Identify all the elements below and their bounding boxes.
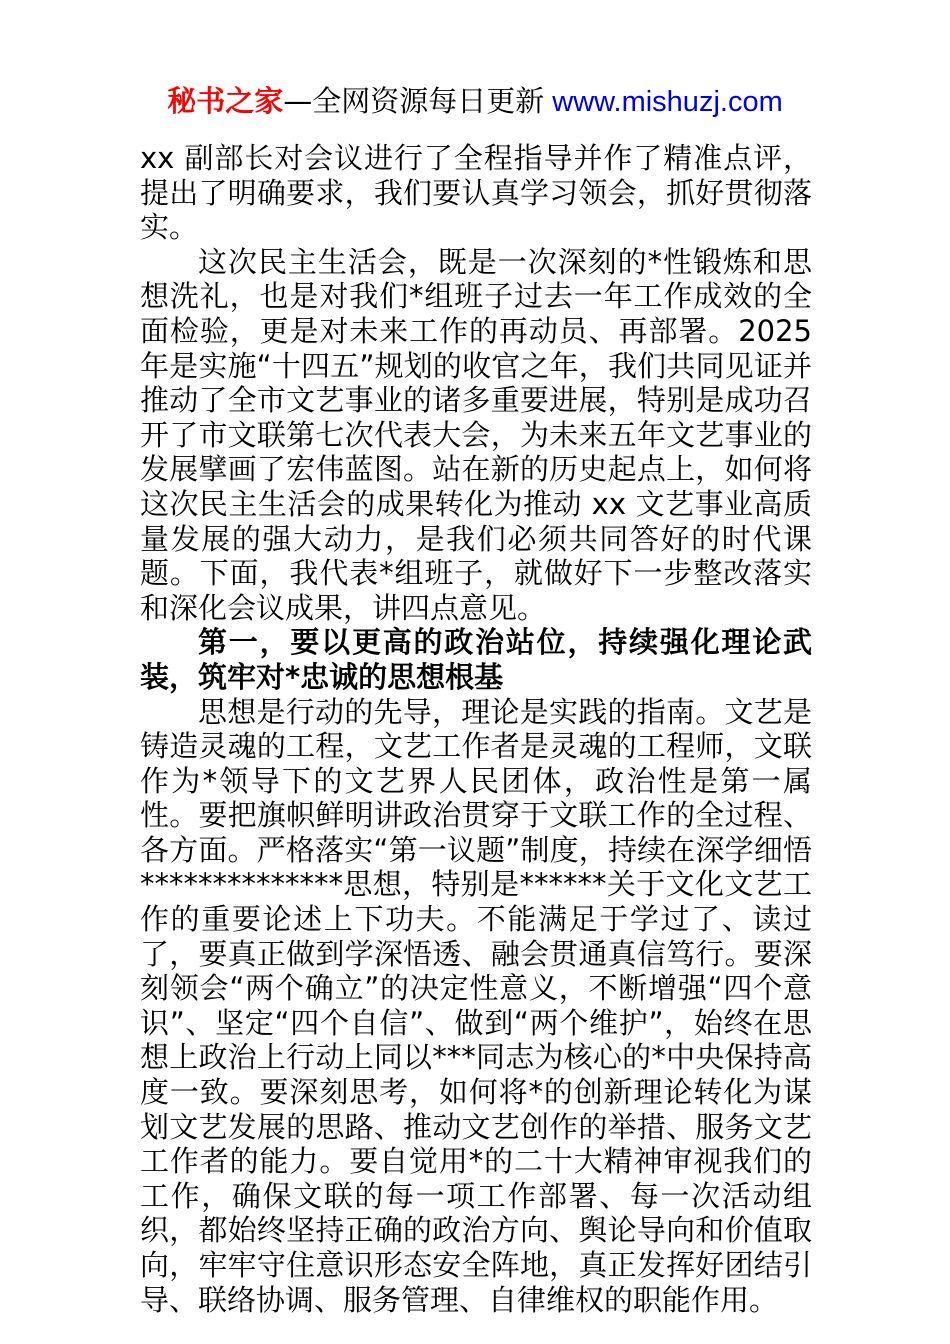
body-paragraph: 思想是行动的先导，理论是实践的指南。文艺是铸造灵魂的工程，文艺工作者是灵魂的工程师，文联作为*领导下的文艺界人民团体，政治性是第一属性。要把旗帜鲜明讲政治贯穿于文联工作的全过程、各方面。严格落实“第一议题”制度，持续在深学细悟**************思想，特别是******关于文化文艺工作的重要论述上下功夫。不能满足于学过了、读过了，要真正做到学深悟透、融会贯通真信笃行。要深刻领会“两个确立”的决定性意义，不断增强“四个意识”、坚定“四个自信”、做到“两个维护”，始终在思想上政治上行动上同以***同志为核心的*中央保持高度一致。要深刻思考，如何将*的创新理论转化为谋划文艺发展的思路、推动文艺创作的举措、服务文艺工作者的能力。要自觉用*的二十大精神审视我们的工作，确保文联的每一项工作部署、每一次活动组织，都始终坚持正确的政治方向、舆论导向和价值取向，牢牢守住意识形态安全阵地，真正发挥好团结引导、联络协调、服务管理、自律维权的职能作用。: [140, 694, 812, 1317]
site-url-link[interactable]: www.mishuzj.com: [552, 86, 783, 118]
site-tagline: —全网资源每日更新: [283, 84, 545, 118]
document-body: [140, 141, 812, 1317]
body-paragraph-continued: xx 副部长对会议进行了全程指导并作了精准点评，提出了明确要求，我们要认真学习领会，抓好贯彻落实。: [140, 141, 812, 245]
body-paragraph: 这次民主生活会，既是一次深刻的*性锻炼和思想洗礼，也是对我们*组班子过去一年工作成效的全面检验，更是对未来工作的再动员、再部署。2025 年是实施“十四五”规划的收官之年，我们共同见证并推动了全市文艺事业的诸多重要进展，特别是成功召开了市文联第七次代表大会，为未来五年文艺事业的发展擘画了宏伟蓝图。站在新的历史起点上，如何将这次民主生活会的成果转化为推动 xx 文艺事业高质量发展的强大动力，是我们必须共同答好的时代课题。下面，我代表*组班子，就做好下一步整改落实和深化会议成果，讲四点意见。: [140, 244, 812, 625]
site-name: 秘书之家: [167, 84, 284, 118]
site-header: [0, 0, 950, 119]
section-heading: 第一，要以更高的政治站位，持续强化理论武装，筑牢对*忠诚的思想根基: [140, 625, 812, 694]
